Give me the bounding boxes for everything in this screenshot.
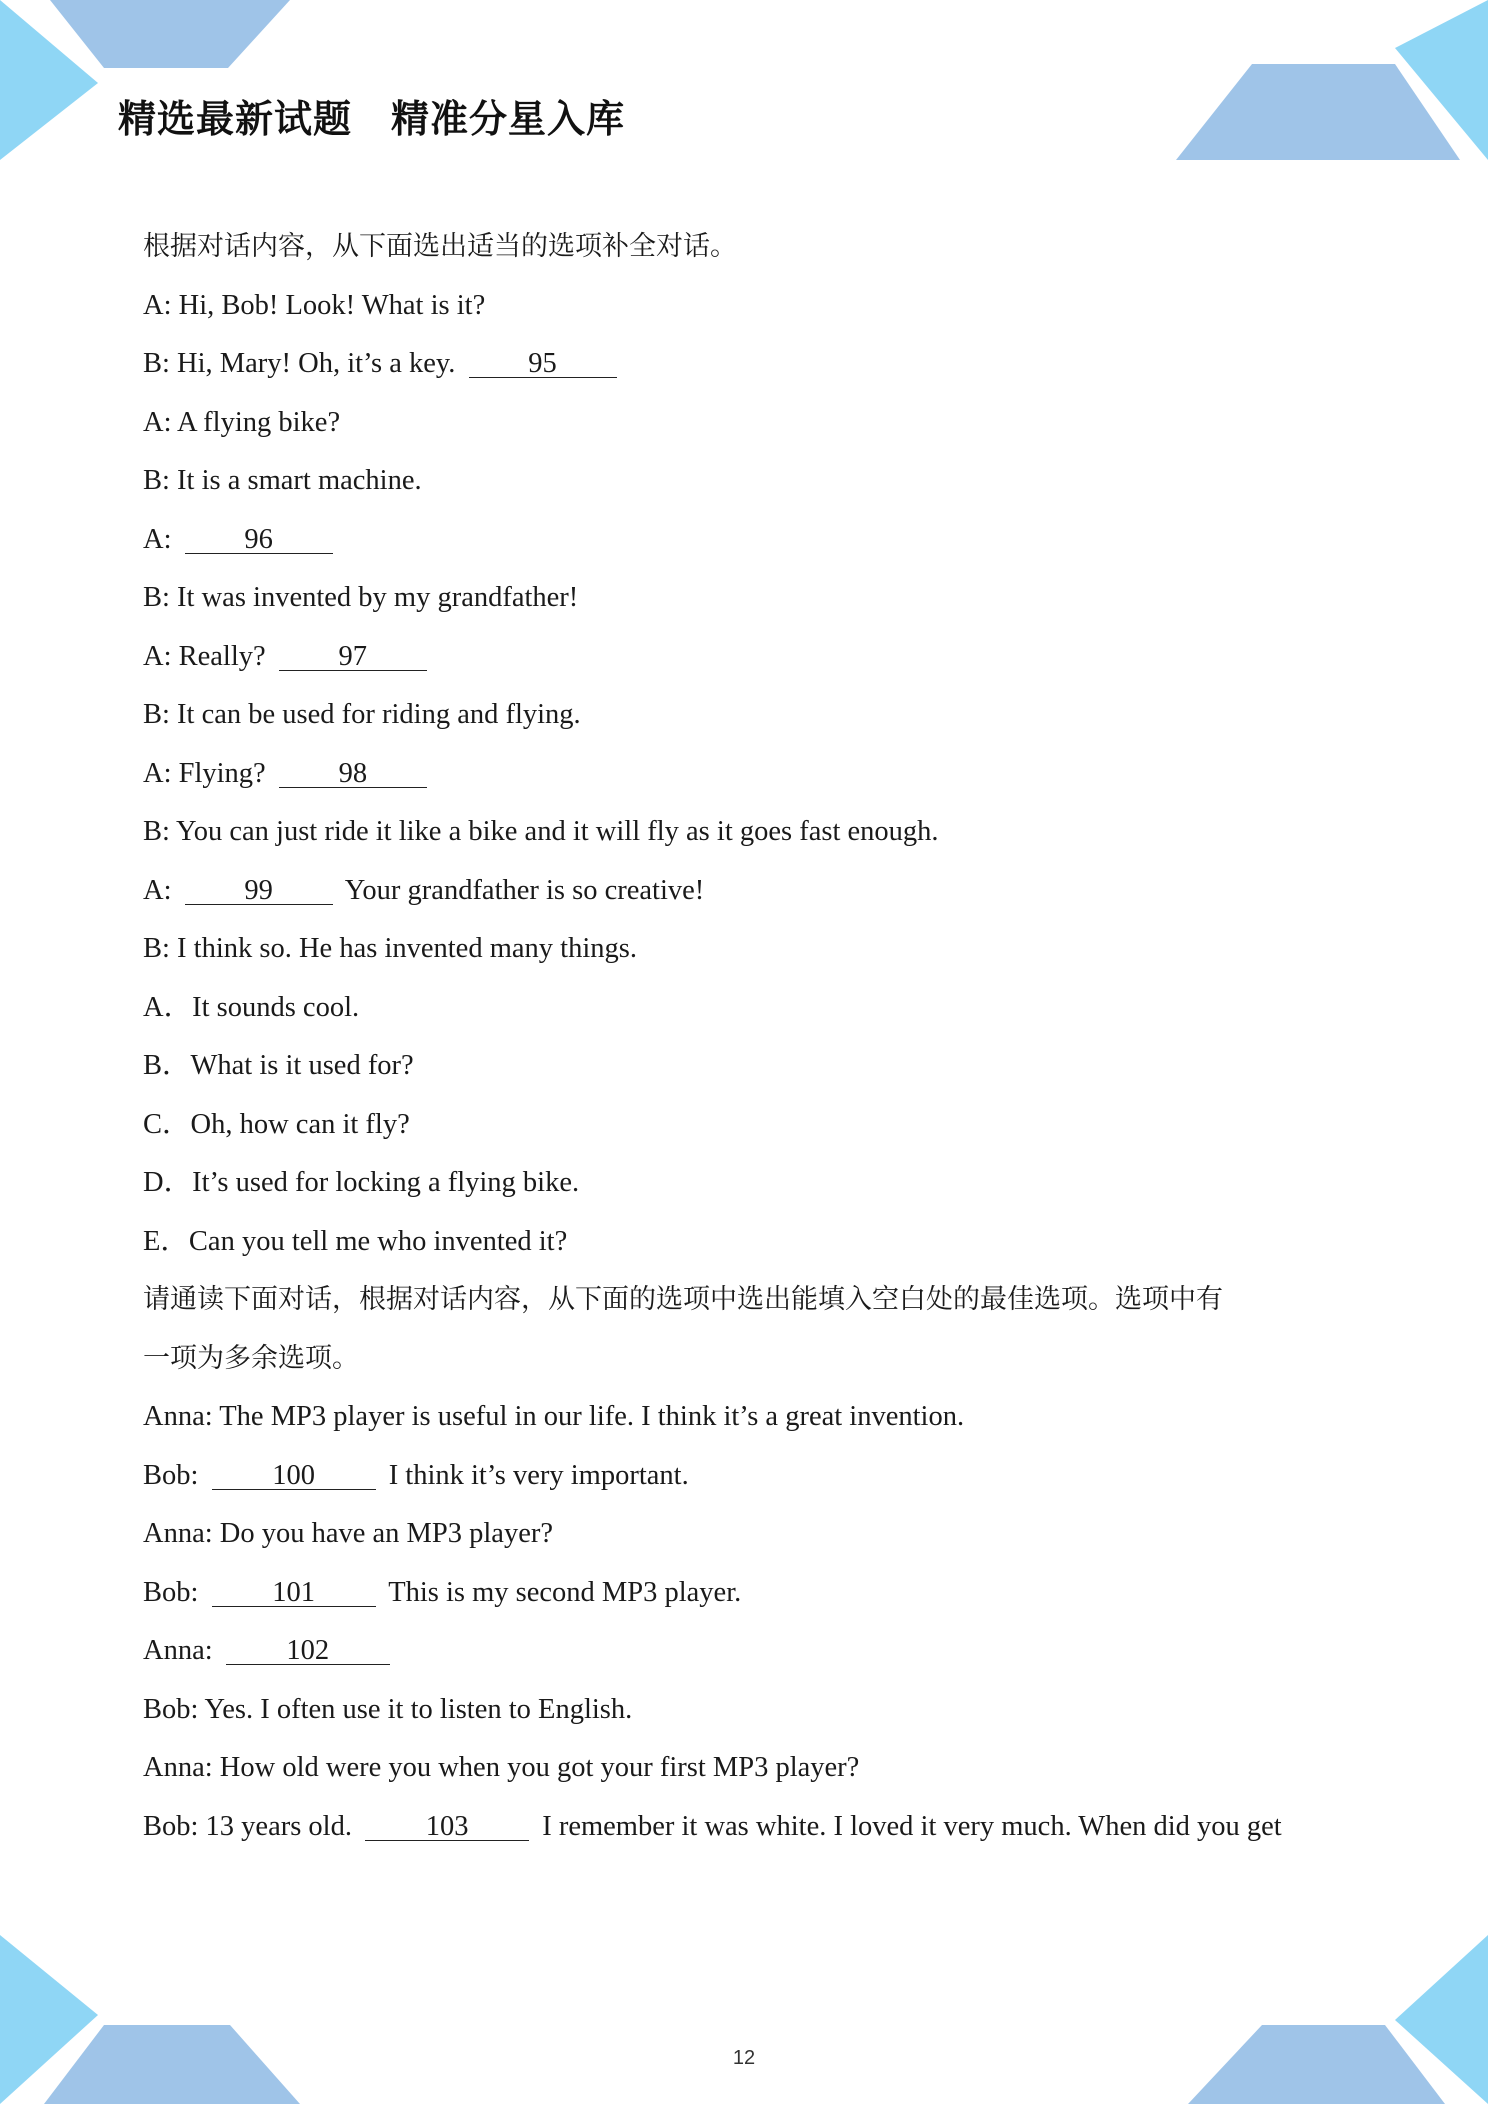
dialogue-line bbox=[143, 569, 1353, 628]
dialogue-line bbox=[143, 394, 1353, 453]
dialogue-line bbox=[143, 1505, 1353, 1564]
dialogue-text: B: I think so. He has invented many things. bbox=[143, 933, 637, 964]
option-item: A．It sounds cool. bbox=[143, 991, 360, 1023]
dialogue-text: B: It was invented by my grandfather! bbox=[143, 582, 579, 613]
answer-blank[interactable]: 98 bbox=[279, 757, 427, 788]
section1-instruction: 根据对话内容，从下面选出适当的选项补全对话。 bbox=[143, 231, 737, 262]
dialogue-text: Anna: How old were you when you got your first MP3 player? bbox=[143, 1752, 860, 1783]
answer-blank[interactable]: 97 bbox=[279, 640, 427, 671]
dialogue-text: Bob: Yes. I often use it to listen to English. bbox=[143, 1693, 633, 1725]
top-left-trapezoid-shape bbox=[50, 0, 290, 68]
answer-blank[interactable]: 99 bbox=[185, 874, 333, 905]
header-title: 精选最新试题 精准分星入库 bbox=[118, 97, 626, 141]
answer-blank[interactable]: 103 bbox=[365, 1810, 529, 1841]
dialogue-line bbox=[143, 1388, 1353, 1447]
dialogue-line bbox=[143, 1798, 1353, 1857]
dialogue-text: Anna: The MP3 player is useful in our life. I think it’s a great invention. bbox=[143, 1401, 965, 1432]
answer-blank[interactable]: 102 bbox=[226, 1634, 390, 1665]
dialogue-text: B: It is a smart machine. bbox=[143, 465, 422, 496]
answer-blank[interactable]: 101 bbox=[212, 1576, 376, 1607]
dialogue-line bbox=[143, 335, 1353, 394]
dialogue-text-after: I remember it was white. I loved it very much. When did you get bbox=[542, 1810, 1282, 1842]
dialogue-line bbox=[143, 1447, 1353, 1506]
dialogue-text: Bob: bbox=[143, 1576, 199, 1608]
dialogue-text: B: Hi, Mary! Oh, it’s a key. bbox=[143, 348, 456, 379]
dialogue-text-after: I think it’s very important. bbox=[388, 1459, 689, 1491]
dialogue-text: A: Hi, Bob! Look! What is it? bbox=[143, 289, 486, 321]
section1-options bbox=[143, 979, 1353, 1272]
option-item: B．What is it used for? bbox=[143, 1050, 414, 1081]
dialogue-text-after: This is my second MP3 player. bbox=[388, 1576, 742, 1608]
dialogue-text: A: Flying? bbox=[143, 757, 266, 789]
dialogue-text: A: bbox=[143, 523, 172, 555]
dialogue-line bbox=[143, 511, 1353, 570]
option-item: E．Can you tell me who invented it? bbox=[143, 1225, 568, 1257]
top-right-trapezoid-shape bbox=[1176, 64, 1460, 160]
page-number: 12 bbox=[732, 2047, 756, 2069]
section2-instruction-line2: 一项为多余选项。 bbox=[143, 1342, 359, 1374]
dialogue-line bbox=[143, 745, 1353, 804]
dialogue-text: B: You can just ride it like a bike and it will fly as it goes fast enough. bbox=[143, 816, 939, 847]
dialogue-text-after: Your grandfather is so creative! bbox=[344, 874, 705, 906]
dialogue-text: A: A flying bike? bbox=[143, 406, 341, 438]
section2-instruction-line1: 请通读下面对话，根据对话内容，从下面的选项中选出能填入空白处的最佳选项。选项中有 bbox=[143, 1284, 1223, 1315]
dialogue-line bbox=[143, 452, 1353, 511]
dialogue-text: A: Really? bbox=[143, 640, 266, 672]
option-item: D．It’s used for locking a flying bike. bbox=[143, 1167, 580, 1198]
answer-blank[interactable]: 96 bbox=[185, 523, 333, 554]
dialogue-line bbox=[143, 1681, 1353, 1740]
dialogue-text: Bob: bbox=[143, 1459, 199, 1491]
answer-blank[interactable]: 100 bbox=[212, 1459, 376, 1490]
dialogue-line bbox=[143, 862, 1353, 921]
answer-blank[interactable]: 95 bbox=[469, 347, 617, 378]
dialogue-line bbox=[143, 920, 1353, 979]
dialogue-text: A: bbox=[143, 874, 172, 906]
dialogue-text: Anna: bbox=[143, 1635, 213, 1666]
section2-dialogue bbox=[143, 1388, 1353, 1856]
dialogue-text: Anna: Do you have an MP3 player? bbox=[143, 1518, 553, 1549]
dialogue-line bbox=[143, 277, 1353, 336]
dialogue-text: B: It can be used for riding and flying. bbox=[143, 699, 581, 730]
dialogue-line bbox=[143, 1622, 1353, 1681]
dialogue-line bbox=[143, 686, 1353, 745]
dialogue-line bbox=[143, 628, 1353, 687]
option-item: C．Oh, how can it fly? bbox=[143, 1108, 410, 1140]
document-body bbox=[143, 218, 1353, 1856]
section1-dialogue bbox=[143, 277, 1353, 979]
dialogue-line bbox=[143, 1739, 1353, 1798]
dialogue-line bbox=[143, 1564, 1353, 1623]
dialogue-text: Bob: 13 years old. bbox=[143, 1810, 352, 1842]
dialogue-line bbox=[143, 803, 1353, 862]
